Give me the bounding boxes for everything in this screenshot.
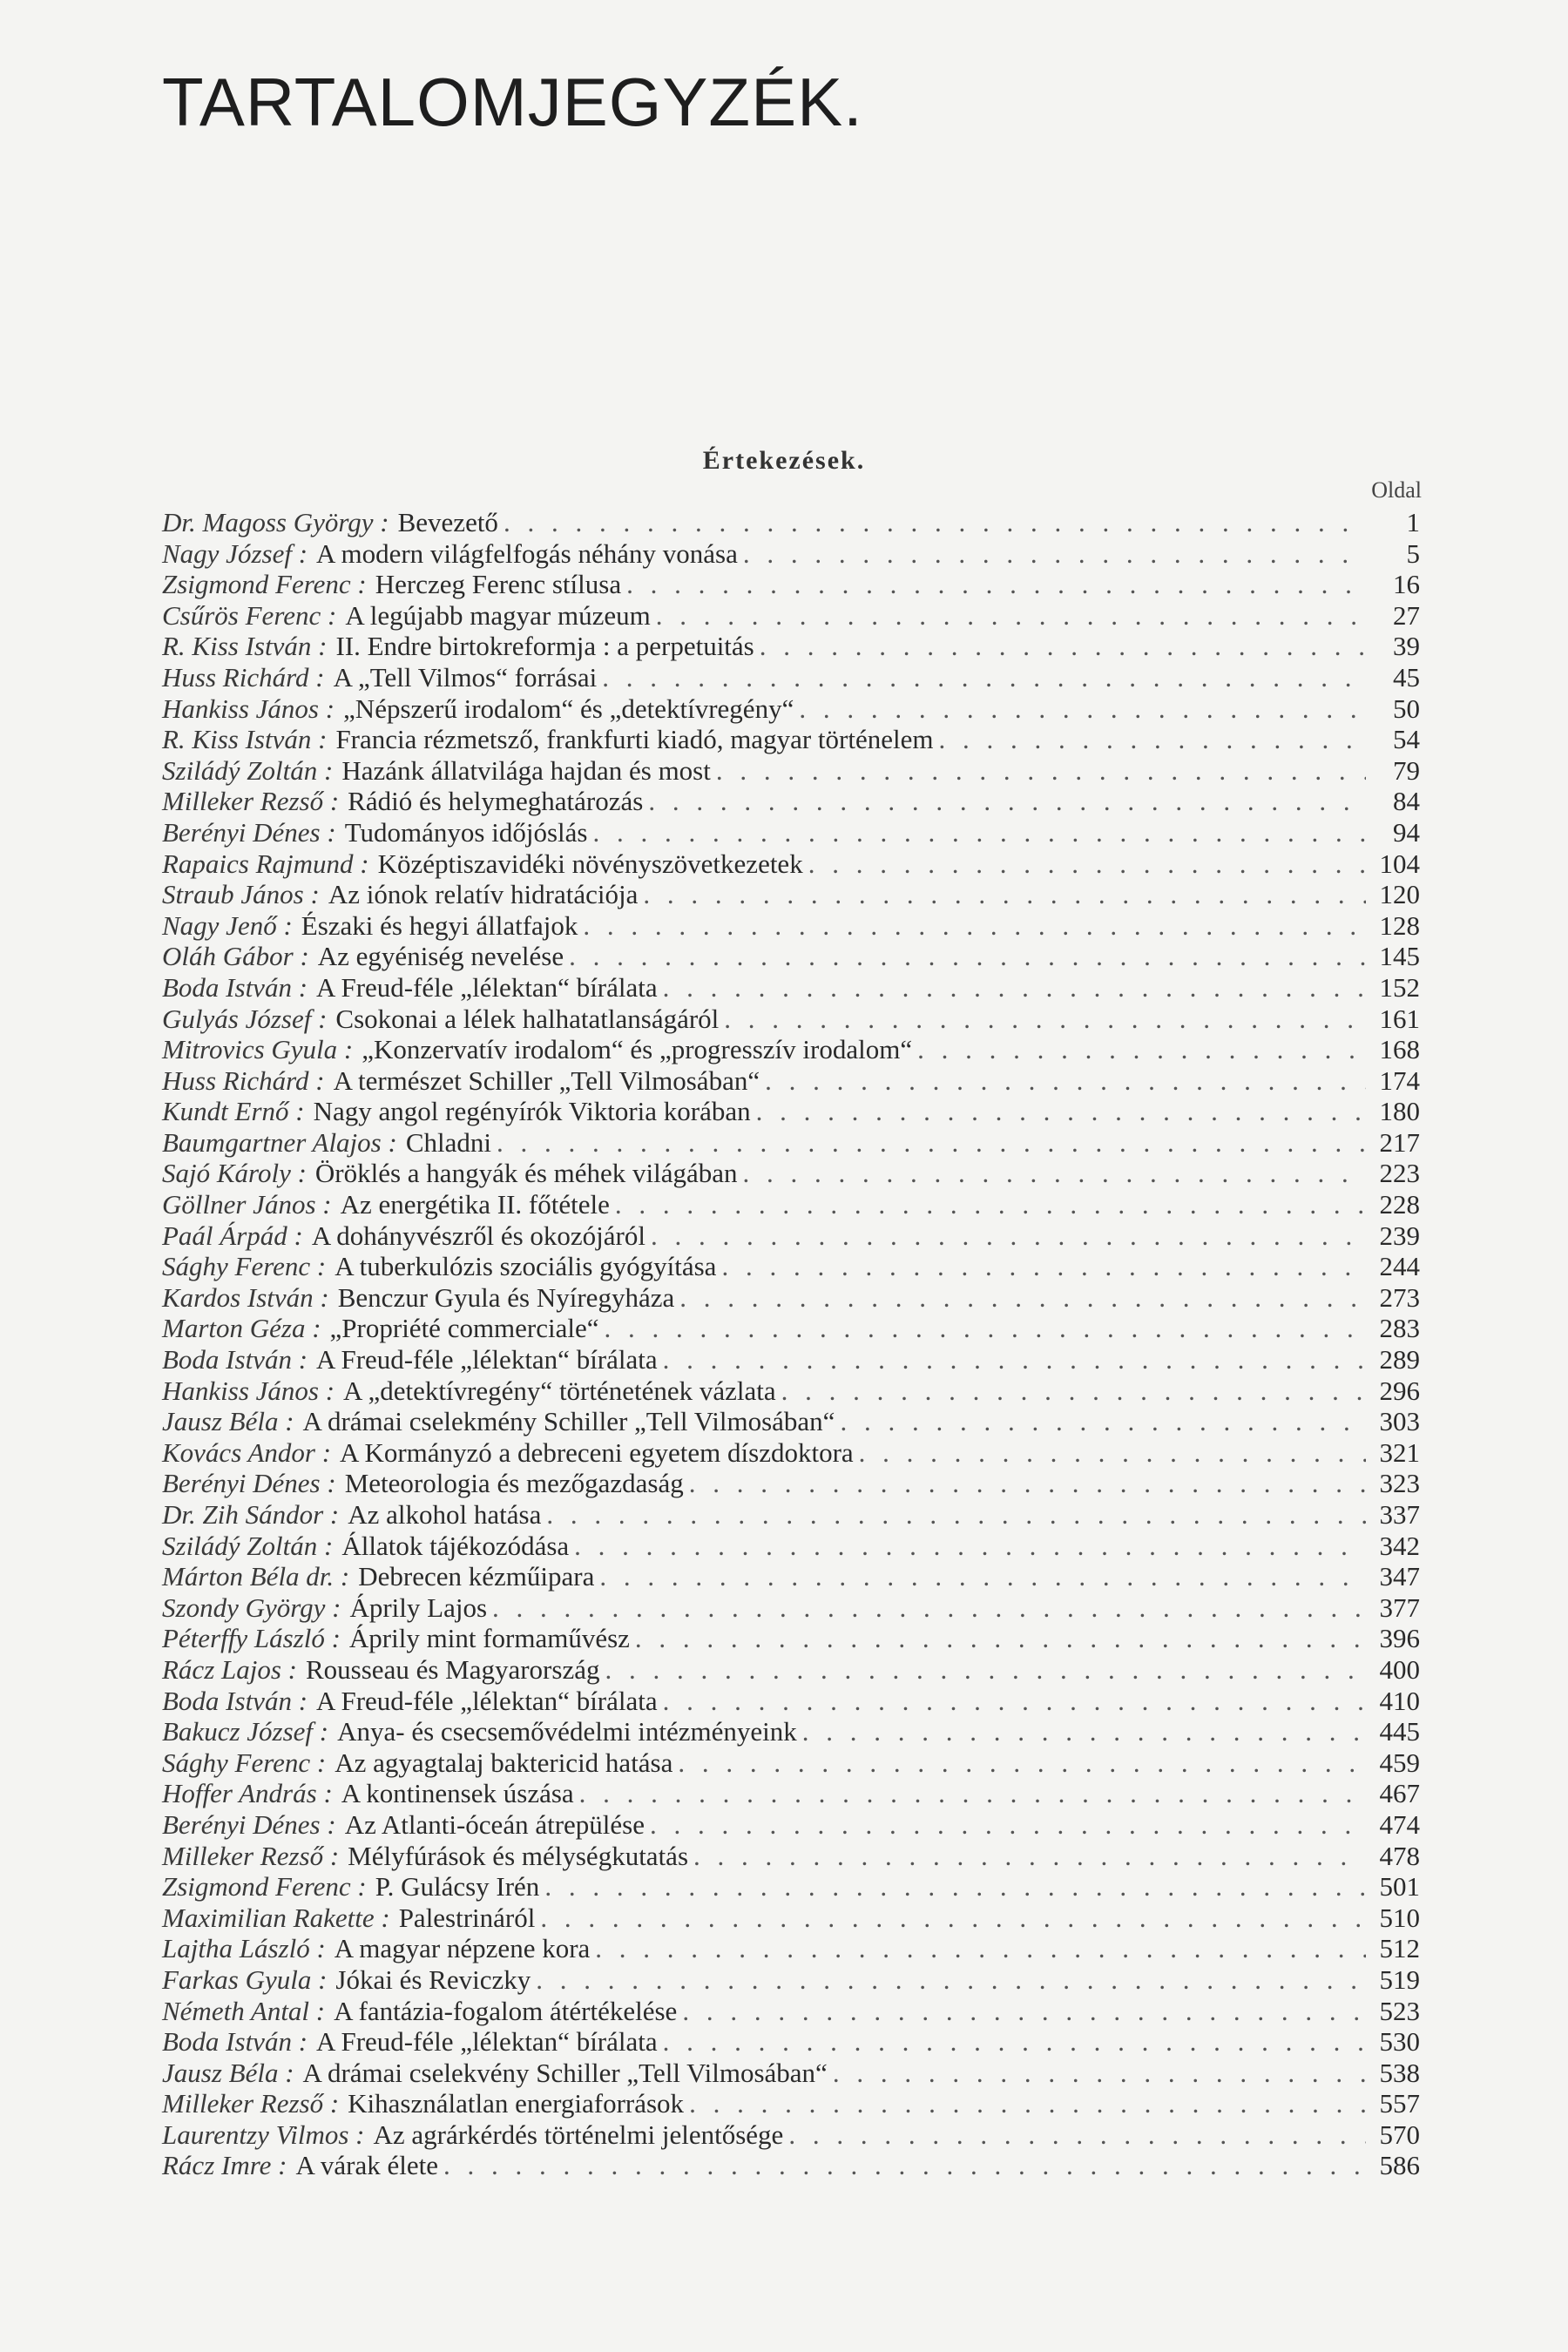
entry-title: A természet Schiller „Tell Vilmosában“ xyxy=(333,1064,760,1096)
entry-author: Jausz Béla : xyxy=(162,1406,294,1437)
entry-author: Sziládý Zoltán : xyxy=(162,754,334,786)
entry-author: Baumgartner Alajos : xyxy=(162,1126,397,1158)
toc-entry xyxy=(162,507,1420,538)
dot-leader xyxy=(544,1871,1366,1903)
entry-author: Straub János : xyxy=(162,879,320,910)
entry-title: Középtiszavidéki növényszövetkezetek xyxy=(377,848,803,879)
entry-title: A „Tell Vilmos“ forrásai xyxy=(333,661,598,693)
entry-title: Kihasználatlan energiaforrások xyxy=(348,2088,685,2119)
entry-title: Északi és hegyi állatfajok xyxy=(301,909,578,941)
entry-page-number: 217 xyxy=(1379,1126,1420,1158)
toc-entry xyxy=(162,662,1420,693)
dot-leader xyxy=(781,1375,1366,1407)
dot-leader xyxy=(756,1096,1366,1127)
toc-entry xyxy=(162,693,1420,725)
entry-author: Milleker Rezső : xyxy=(162,2088,340,2119)
entry-author: Rácz Imre : xyxy=(162,2150,287,2181)
entry-page-number: 530 xyxy=(1379,2026,1420,2058)
toc-entry xyxy=(162,1747,1420,1779)
dot-leader xyxy=(663,1344,1366,1375)
entry-title: Az energétika II. főtétele xyxy=(340,1189,610,1220)
entry-title: Az agrárkérdés történelmi jelentősége xyxy=(373,2119,784,2150)
entry-author: Sziládý Zoltán : xyxy=(162,1530,334,1561)
toc-entry xyxy=(162,1220,1420,1252)
entry-author: Hankiss János : xyxy=(162,1375,335,1406)
entry-page-number: 474 xyxy=(1379,1808,1420,1840)
entry-page-number: 342 xyxy=(1379,1530,1420,1561)
entry-author: Dr. Magoss György : xyxy=(162,507,389,537)
toc-entry xyxy=(162,1686,1420,1717)
entry-title: Áprily Lajos xyxy=(349,1592,488,1623)
entry-page-number: 223 xyxy=(1379,1158,1420,1189)
entry-author: Szondy György : xyxy=(162,1592,341,1623)
entry-author: Marton Géza : xyxy=(162,1313,321,1344)
page-column-label: Oldal xyxy=(1371,477,1422,503)
dot-leader xyxy=(643,879,1366,910)
entry-page-number: 296 xyxy=(1379,1375,1420,1406)
entry-page-number: 79 xyxy=(1393,754,1420,786)
entry-author: Mitrovics Gyula : xyxy=(162,1034,354,1065)
toc-entry xyxy=(162,631,1420,662)
entry-page-number: 128 xyxy=(1379,909,1420,941)
entry-author: Huss Richárd : xyxy=(162,661,325,693)
entry-title: P. Gulácsy Irén xyxy=(375,1871,540,1903)
toc-entry xyxy=(162,2026,1420,2058)
toc-entry xyxy=(162,1158,1420,1189)
entry-author: Milleker Rezső : xyxy=(162,786,340,817)
entry-author: Nagy Jenő : xyxy=(162,909,293,941)
toc-entry xyxy=(162,2150,1420,2181)
toc-entry xyxy=(162,724,1420,755)
entry-page-number: 510 xyxy=(1379,1902,1420,1933)
dot-leader xyxy=(721,1251,1366,1282)
toc-entry xyxy=(162,538,1420,570)
entry-page-number: 244 xyxy=(1379,1251,1420,1282)
entry-author: Kovács Andor : xyxy=(162,1436,332,1468)
entry-author: Kardos István : xyxy=(162,1281,329,1313)
entry-author: Laurentzy Vilmos : xyxy=(162,2119,365,2150)
dot-leader xyxy=(536,1964,1366,1996)
toc-entry xyxy=(162,941,1420,972)
entry-author: Dr. Zih Sándor : xyxy=(162,1499,340,1530)
dot-leader xyxy=(716,755,1366,787)
dot-leader xyxy=(938,724,1366,755)
entry-author: R. Kiss István : xyxy=(162,724,328,755)
dot-leader xyxy=(859,1437,1366,1469)
entry-author: Jausz Béla : xyxy=(162,2057,294,2088)
entry-title: A legújabb magyar múzeum xyxy=(345,599,651,631)
dot-leader xyxy=(595,1933,1366,1964)
toc-entry xyxy=(162,1841,1420,1872)
entry-title: Áprily mint formaművész xyxy=(348,1623,630,1654)
dot-leader xyxy=(605,1654,1366,1686)
entry-title: A modern világfelfogás néhány vonása xyxy=(316,537,738,569)
entry-page-number: 1 xyxy=(1406,507,1420,537)
entry-title: A kontinensek úszása xyxy=(341,1778,574,1809)
entry-page-number: 104 xyxy=(1379,848,1420,879)
toc-entry xyxy=(162,1344,1420,1375)
entry-title: „Konzervatív irodalom“ és „progresszív irodalom“ xyxy=(362,1034,913,1065)
toc-entry xyxy=(162,569,1420,600)
entry-page-number: 145 xyxy=(1379,941,1420,972)
entry-title: Rousseau és Magyarország xyxy=(306,1653,600,1685)
toc-entry xyxy=(162,1871,1420,1903)
toc-entry xyxy=(162,1034,1420,1065)
entry-title: Hazánk állatvilága hajdan és most xyxy=(341,754,711,786)
entry-page-number: 400 xyxy=(1379,1653,1420,1685)
entry-title: „Propriété commerciale“ xyxy=(329,1313,599,1344)
entry-page-number: 273 xyxy=(1379,1281,1420,1313)
dot-leader xyxy=(648,786,1366,817)
toc-entry xyxy=(162,2119,1420,2151)
entry-page-number: 239 xyxy=(1379,1220,1420,1251)
toc-entry xyxy=(162,817,1420,848)
entry-title: Nagy angol regényírók Viktoria korában xyxy=(313,1096,751,1127)
entry-title: Az egyéniség nevelése xyxy=(317,941,564,972)
toc-entry xyxy=(162,1716,1420,1747)
entry-author: Maximilian Rakette : xyxy=(162,1902,390,1933)
entry-title: II. Endre birtokreformja : a perpetuitás xyxy=(335,631,754,662)
toc-entry xyxy=(162,1004,1420,1035)
entry-author: Oláh Gábor : xyxy=(162,941,309,972)
toc-entry xyxy=(162,2058,1420,2089)
dot-leader xyxy=(635,1623,1366,1654)
entry-author: Sághy Ferenc : xyxy=(162,1747,327,1778)
dot-leader xyxy=(788,2119,1366,2151)
entry-page-number: 512 xyxy=(1379,1933,1420,1964)
entry-author: Rácz Lajos : xyxy=(162,1653,297,1685)
dot-leader xyxy=(802,1716,1366,1747)
entry-author: Berényi Dénes : xyxy=(162,1808,336,1840)
toc-entry xyxy=(162,1654,1420,1686)
entry-page-number: 478 xyxy=(1379,1840,1420,1871)
entry-title: Az alkohol hatása xyxy=(348,1499,542,1530)
dot-leader xyxy=(724,1004,1366,1035)
dot-leader xyxy=(743,538,1366,570)
dot-leader xyxy=(679,1282,1366,1314)
toc-entry xyxy=(162,755,1420,787)
entry-title: Tudományos időjóslás xyxy=(344,816,588,848)
entry-author: Bakucz József : xyxy=(162,1716,329,1747)
dot-leader xyxy=(540,1903,1366,1934)
entry-author: Kundt Ernő : xyxy=(162,1096,305,1127)
entry-author: Göllner János : xyxy=(162,1189,332,1220)
entry-title: Meteorologia és mezőgazdaság xyxy=(344,1468,684,1499)
entry-page-number: 54 xyxy=(1393,724,1420,755)
entry-title: Az Atlanti-óceán átrepülése xyxy=(344,1808,645,1840)
entry-title: Benczur Gyula és Nyíregyháza xyxy=(337,1281,675,1313)
entry-author: Paál Árpád : xyxy=(162,1220,303,1251)
entry-page-number: 377 xyxy=(1379,1592,1420,1623)
entry-author: Nagy József : xyxy=(162,537,308,569)
toc-entry xyxy=(162,1406,1420,1437)
entry-author: Boda István : xyxy=(162,2026,308,2058)
toc-entry xyxy=(162,1313,1420,1344)
entry-page-number: 557 xyxy=(1379,2088,1420,2119)
entry-author: Zsigmond Ferenc : xyxy=(162,1871,367,1903)
toc-entry xyxy=(162,1468,1420,1499)
toc-entry xyxy=(162,1903,1420,1934)
entry-title: Francia rézmetsző, frankfurti kiadó, magyar történelem xyxy=(335,724,934,755)
entry-page-number: 180 xyxy=(1379,1096,1420,1127)
toc-entry xyxy=(162,786,1420,817)
dot-leader xyxy=(799,693,1366,725)
dot-leader xyxy=(765,1065,1366,1097)
entry-page-number: 283 xyxy=(1379,1313,1420,1344)
entry-page-number: 303 xyxy=(1379,1406,1420,1437)
entry-page-number: 16 xyxy=(1393,569,1420,600)
entry-author: Rapaics Rajmund : xyxy=(162,848,369,879)
entry-page-number: 467 xyxy=(1379,1778,1420,1809)
entry-page-number: 27 xyxy=(1393,599,1420,631)
toc-entry xyxy=(162,1561,1420,1592)
entry-author: Milleker Rezső : xyxy=(162,1840,340,1871)
entry-title: A Freud-féle „lélektan“ bírálata xyxy=(316,1344,658,1375)
entry-page-number: 39 xyxy=(1393,631,1420,662)
entry-page-number: 120 xyxy=(1379,879,1420,910)
entry-title: A dohányvészről és okozójáról xyxy=(311,1220,645,1251)
toc-entry xyxy=(162,1933,1420,1964)
entry-page-number: 410 xyxy=(1379,1685,1420,1716)
entry-title: A fantázia-fogalom átértékelése xyxy=(334,1995,678,2026)
dot-leader xyxy=(808,848,1366,880)
entry-author: Farkas Gyula : xyxy=(162,1963,328,1995)
entry-title: A Freud-féle „lélektan“ bírálata xyxy=(316,1685,658,1716)
entry-page-number: 174 xyxy=(1379,1064,1420,1096)
entry-page-number: 519 xyxy=(1379,1963,1420,1995)
dot-leader xyxy=(760,631,1366,662)
entry-author: Berényi Dénes : xyxy=(162,1468,336,1499)
dot-leader xyxy=(656,600,1366,632)
entry-title: A Freud-féle „lélektan“ bírálata xyxy=(316,971,658,1003)
toc-entry xyxy=(162,1809,1420,1841)
dot-leader xyxy=(592,817,1366,848)
entry-page-number: 570 xyxy=(1379,2119,1420,2150)
dot-leader xyxy=(693,1841,1366,1872)
entry-title: Mélyfúrások és mélységkutatás xyxy=(348,1840,689,1871)
toc-entry xyxy=(162,1778,1420,1809)
toc-entry xyxy=(162,1127,1420,1159)
dot-leader xyxy=(605,1313,1366,1344)
dot-leader xyxy=(678,1747,1366,1779)
dot-leader xyxy=(626,569,1366,600)
dot-leader xyxy=(583,910,1366,942)
entry-page-number: 45 xyxy=(1393,661,1420,693)
entry-page-number: 501 xyxy=(1379,1871,1420,1903)
entry-page-number: 152 xyxy=(1379,971,1420,1003)
entry-author: Csűrös Ferenc : xyxy=(162,599,337,631)
dot-leader xyxy=(663,2026,1366,2058)
toc-entry xyxy=(162,1499,1420,1531)
dot-leader xyxy=(569,941,1366,972)
entry-author: Boda István : xyxy=(162,1685,308,1716)
table-of-contents xyxy=(162,507,1420,2181)
entry-title: „Népszerű irodalom“ és „detektívregény“ xyxy=(343,693,794,724)
toc-entry xyxy=(162,848,1420,880)
toc-entry xyxy=(162,1375,1420,1407)
entry-author: Gulyás József : xyxy=(162,1003,328,1034)
entry-page-number: 84 xyxy=(1393,786,1420,817)
dot-leader xyxy=(650,1809,1366,1841)
entry-author: Berényi Dénes : xyxy=(162,816,336,848)
toc-entry xyxy=(162,1282,1420,1314)
dot-leader xyxy=(443,2150,1366,2181)
entry-page-number: 228 xyxy=(1379,1189,1420,1220)
entry-title: A drámai cselekvény Schiller „Tell Vilmosában“ xyxy=(302,2057,828,2088)
entry-title: Az iónok relatív hidratációja xyxy=(328,879,639,910)
toc-entry xyxy=(162,1623,1420,1654)
entry-author: Sághy Ferenc : xyxy=(162,1251,327,1282)
toc-entry xyxy=(162,600,1420,632)
entry-author: R. Kiss István : xyxy=(162,631,328,662)
entry-page-number: 323 xyxy=(1379,1468,1420,1499)
dot-leader xyxy=(599,1561,1366,1592)
entry-page-number: 50 xyxy=(1393,693,1420,724)
dot-leader xyxy=(602,662,1366,693)
page-title: TARTALOMJEGYZÉK. xyxy=(162,64,863,140)
entry-author: Sajó Károly : xyxy=(162,1158,307,1189)
dot-leader xyxy=(917,1034,1366,1065)
entry-title: Anya- és csecsemővédelmi intézményeink xyxy=(337,1716,797,1747)
toc-entry xyxy=(162,1189,1420,1220)
entry-page-number: 459 xyxy=(1379,1747,1420,1778)
entry-author: Márton Béla dr. : xyxy=(162,1561,350,1592)
dot-leader xyxy=(663,972,1366,1004)
entry-title: A drámai cselekmény Schiller „Tell Vilmosában“ xyxy=(302,1406,835,1437)
toc-entry xyxy=(162,2088,1420,2119)
dot-leader xyxy=(743,1158,1366,1189)
entry-page-number: 289 xyxy=(1379,1344,1420,1375)
entry-page-number: 347 xyxy=(1379,1561,1420,1592)
dot-leader xyxy=(546,1499,1366,1531)
toc-entry xyxy=(162,1096,1420,1127)
toc-entry xyxy=(162,879,1420,910)
entry-page-number: 168 xyxy=(1379,1034,1420,1065)
entry-title: Debrecen kézműipara xyxy=(358,1561,595,1592)
toc-entry xyxy=(162,910,1420,942)
entry-title: A Freud-féle „lélektan“ bírálata xyxy=(316,2026,658,2058)
entry-title: A várak élete xyxy=(295,2150,438,2181)
dot-leader xyxy=(615,1189,1366,1220)
entry-title: Csokonai a lélek halhatatlanságáról xyxy=(335,1003,720,1034)
entry-title: Bevezető xyxy=(397,507,498,537)
toc-entry xyxy=(162,1531,1420,1562)
entry-title: A Kormányzó a debreceni egyetem díszdoktora xyxy=(340,1436,854,1468)
entry-author: Boda István : xyxy=(162,971,308,1003)
entry-title: Palestrináról xyxy=(398,1902,536,1933)
entry-title: A „detektívregény“ történetének vázlata xyxy=(343,1375,776,1406)
dot-leader xyxy=(504,507,1366,538)
entry-author: Péterffy László : xyxy=(162,1623,341,1654)
entry-title: Rádió és helymeghatározás xyxy=(348,786,644,817)
entry-title: Az agyagtalaj baktericid hatása xyxy=(335,1747,673,1778)
entry-title: A tuberkulózis szociális gyógyítása xyxy=(335,1251,717,1282)
entry-title: Állatok tájékozódása xyxy=(341,1530,570,1561)
dot-leader xyxy=(579,1778,1366,1809)
toc-entry xyxy=(162,1996,1420,2027)
entry-page-number: 586 xyxy=(1379,2150,1420,2181)
toc-entry xyxy=(162,1592,1420,1624)
entry-title: A magyar népzene kora xyxy=(334,1933,591,1964)
entry-page-number: 396 xyxy=(1379,1623,1420,1654)
entry-page-number: 538 xyxy=(1379,2057,1420,2088)
entry-author: Huss Richárd : xyxy=(162,1064,325,1096)
entry-author: Lajtha László : xyxy=(162,1933,326,1964)
entry-author: Hankiss János : xyxy=(162,693,335,724)
dot-leader xyxy=(574,1531,1366,1562)
dot-leader xyxy=(833,2058,1366,2089)
toc-entry xyxy=(162,1065,1420,1097)
dot-leader xyxy=(682,1996,1366,2027)
entry-title: Herczeg Ferenc stílusa xyxy=(375,569,622,600)
entry-author: Boda István : xyxy=(162,1344,308,1375)
dot-leader xyxy=(492,1592,1366,1624)
entry-title: Öröklés a hangyák és méhek világában xyxy=(314,1158,738,1189)
dot-leader xyxy=(497,1127,1366,1159)
entry-page-number: 321 xyxy=(1379,1436,1420,1468)
entry-title: Jókai és Reviczky xyxy=(335,1963,531,1995)
dot-leader xyxy=(651,1220,1366,1252)
dot-leader xyxy=(689,1468,1366,1499)
entry-page-number: 337 xyxy=(1379,1499,1420,1530)
entry-title: Chladni xyxy=(405,1126,491,1158)
section-heading: Értekezések. xyxy=(702,446,866,475)
entry-page-number: 445 xyxy=(1379,1716,1420,1747)
dot-leader xyxy=(663,1686,1366,1717)
entry-page-number: 94 xyxy=(1393,816,1420,848)
toc-entry xyxy=(162,1964,1420,1996)
toc-entry xyxy=(162,972,1420,1004)
entry-author: Zsigmond Ferenc : xyxy=(162,569,367,600)
entry-author: Hoffer András : xyxy=(162,1778,333,1809)
entry-author: Németh Antal : xyxy=(162,1995,326,2026)
dot-leader xyxy=(840,1406,1366,1437)
dot-leader xyxy=(689,2088,1366,2119)
entry-page-number: 5 xyxy=(1406,537,1420,569)
entry-page-number: 523 xyxy=(1379,1995,1420,2026)
toc-entry xyxy=(162,1437,1420,1469)
toc-entry xyxy=(162,1251,1420,1282)
entry-page-number: 161 xyxy=(1379,1003,1420,1034)
